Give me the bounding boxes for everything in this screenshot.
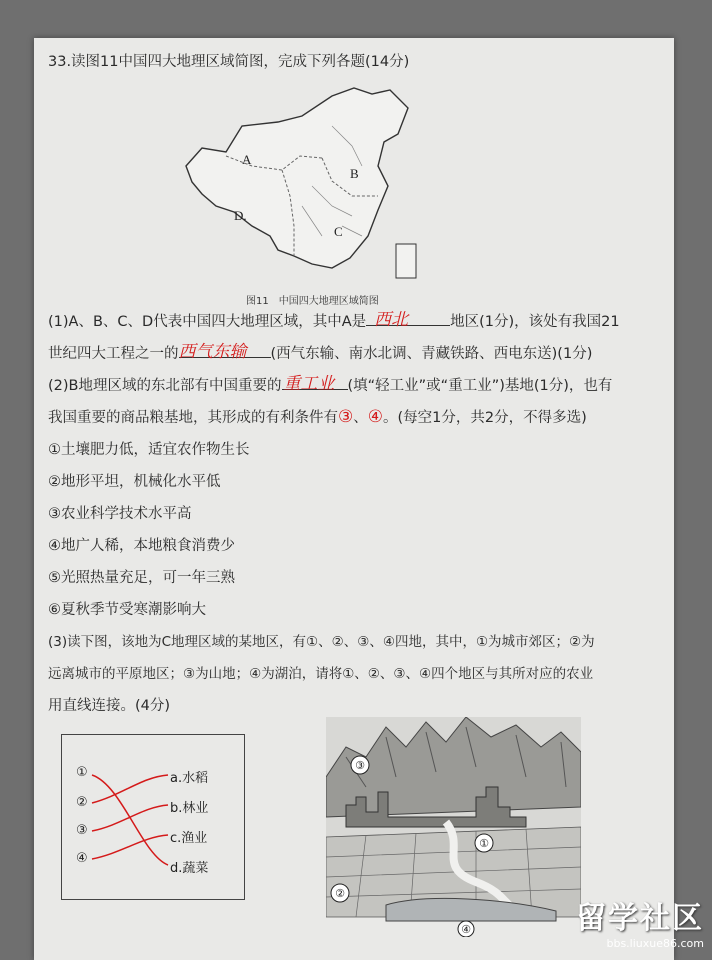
match-line-2-a — [92, 775, 168, 803]
q2-text-d: 。(每空1分，共2分，不得多选) — [383, 410, 587, 426]
q2-option-1: ①土壤肥力低，适宜农作物生长 — [48, 442, 250, 458]
landscape-illustration — [326, 717, 581, 937]
watermark — [576, 893, 704, 950]
q2-option-5: ⑤光照热量充足，可一年三熟 — [48, 570, 235, 586]
match-left-3: ③ — [76, 823, 88, 838]
matching-box — [61, 734, 245, 900]
q1-answer-2: 西气东输 — [178, 342, 247, 362]
match-line-1-d — [92, 775, 168, 865]
q1-text-b: 地区(1分)，该处有我国21 — [450, 314, 620, 330]
match-left-4: ④ — [76, 851, 88, 866]
match-right-b: b.林业 — [170, 801, 209, 816]
match-right-c: c.渔业 — [170, 831, 208, 846]
match-right-d: d.蔬菜 — [170, 861, 209, 876]
china-regions-map — [182, 86, 422, 286]
match-right-a: a.水稻 — [170, 771, 209, 786]
china-map-svg — [182, 86, 422, 286]
q1-text-a: (1)A、B、C、D代表中国四大地理区域，其中A是 — [48, 314, 367, 330]
q1-answer-1: 西北 — [374, 310, 409, 330]
q2-choice-1: ③ — [338, 407, 354, 427]
q2-separator: 、 — [353, 410, 368, 426]
q2-option-6: ⑥夏秋季节受寒潮影响大 — [48, 602, 206, 618]
q2-option-2: ②地形平坦，机械化水平低 — [48, 474, 221, 490]
match-left-1: ① — [76, 765, 88, 780]
q2-text-c: 我国重要的商品粮基地，其形成的有利条件有 — [48, 410, 338, 426]
watermark-url: bbs.liuxue86.com — [606, 937, 704, 950]
map-label-b: B — [350, 166, 359, 181]
q1-line2 — [48, 342, 592, 363]
q3-line2: 远离城市的平原地区；③为山地；④为湖泊，请将①、②、③、④四个地区与其所对应的农业 — [48, 666, 594, 682]
q1-text-c: 世纪四大工程之一的 — [48, 346, 179, 362]
matching-lines — [62, 735, 244, 899]
match-left-2: ② — [76, 795, 88, 810]
q2-line2 — [48, 406, 587, 427]
q1-line1 — [48, 310, 620, 331]
q2-blank-1 — [282, 374, 348, 394]
q2-option-4: ④地广人稀，本地粮食消费少 — [48, 538, 235, 554]
map-label-d: D. — [234, 208, 247, 223]
q2-line1 — [48, 374, 612, 395]
q3-line3: 用直线连接。(4分) — [48, 698, 171, 714]
map-label-a: A — [242, 152, 252, 167]
landscape-svg — [326, 717, 581, 937]
q2-text-a: (2)B地理区域的东北部有中国重要的 — [48, 378, 282, 394]
q2-choice-2: ④ — [367, 407, 383, 427]
q3-line1: (3)读下图，该地为C地理区域的某地区，有①、②、③、④四地，其中，①为城市郊区；②为 — [48, 634, 595, 650]
watermark-title: 留学社区 — [576, 901, 704, 936]
q1-blank-1 — [366, 310, 450, 330]
q2-text-b: (填“轻工业”或“重工业”)基地(1分)，也有 — [347, 378, 613, 394]
q2-answer: 重工业 — [283, 374, 335, 394]
marker-2: ② — [335, 887, 345, 900]
marker-3: ③ — [355, 759, 365, 772]
marker-4: ④ — [461, 923, 471, 936]
map-label-c: C — [334, 224, 343, 239]
match-line-4-c — [92, 835, 168, 859]
q1-blank-2 — [178, 342, 271, 362]
south-sea-inset — [396, 244, 416, 278]
marker-1: ① — [479, 837, 489, 850]
q2-option-3: ③农业科学技术水平高 — [48, 506, 192, 522]
q1-text-d: (西气东输、南水北调、青藏铁路、西电东送)(1分) — [270, 346, 593, 362]
question-title: 33.读图11中国四大地理区域简图，完成下列各题(14分) — [48, 54, 410, 70]
china-outline — [186, 88, 408, 268]
map-caption: 图11 中国四大地理区域简图 — [246, 296, 379, 307]
match-line-3-b — [92, 805, 168, 831]
